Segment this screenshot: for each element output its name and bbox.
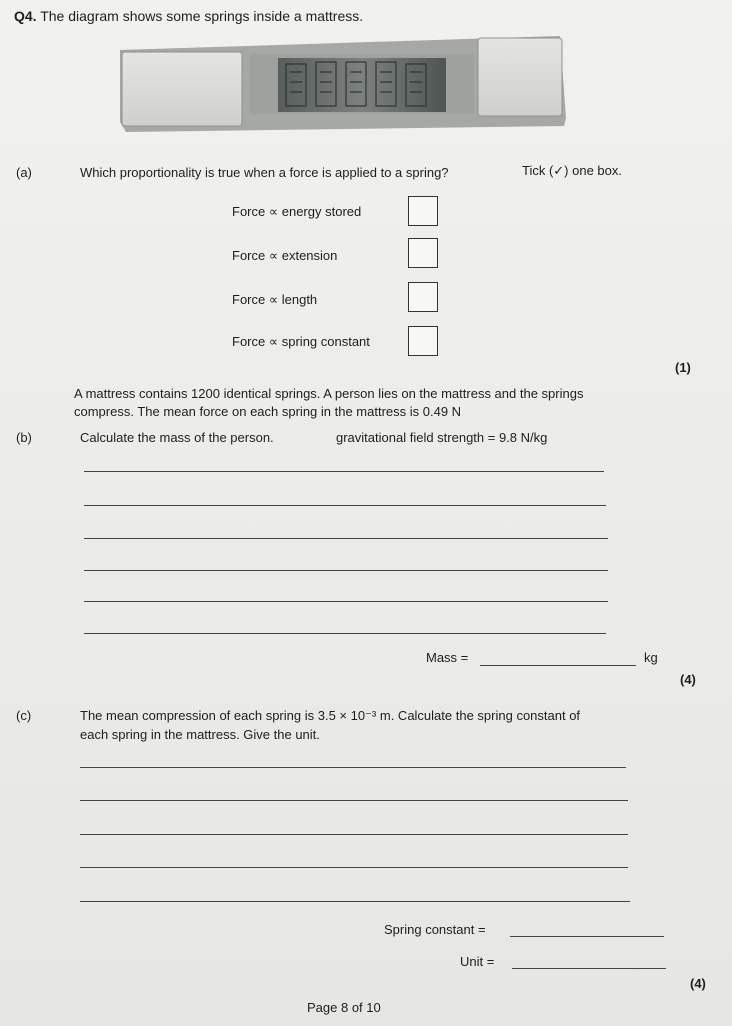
- option-energy-stored: Force ∝ energy stored: [232, 204, 362, 219]
- answer-line[interactable]: [80, 800, 628, 801]
- unit-label: Unit =: [460, 954, 495, 969]
- answer-line[interactable]: [84, 471, 604, 472]
- mattress-diagram: [120, 36, 566, 132]
- part-a-prompt: Which proportionality is true when a force is applied to a spring?: [80, 165, 449, 180]
- unit-answer-line[interactable]: [512, 968, 666, 969]
- option-spring-constant: Force ∝ spring constant: [232, 334, 370, 349]
- answer-line[interactable]: [80, 767, 626, 768]
- option-length: Force ∝ length: [232, 292, 318, 307]
- tick-box-extension[interactable]: [408, 238, 438, 268]
- spring-constant-label: Spring constant =: [384, 922, 486, 937]
- context-line-1: A mattress contains 1200 identical springs. A person lies on the mattress and the springs: [74, 386, 584, 401]
- part-c-prompt-line-1: The mean compression of each spring is 3.5 × 10⁻³ m. Calculate the spring constant of: [80, 708, 581, 723]
- question-intro: The diagram shows some springs inside a mattress.: [40, 8, 364, 24]
- part-b-marks: (4): [680, 672, 696, 687]
- answer-line[interactable]: [80, 867, 628, 868]
- part-b-prompt: Calculate the mass of the person.: [80, 430, 274, 445]
- answer-line[interactable]: [84, 601, 608, 602]
- part-b-label: (b): [16, 430, 32, 445]
- answer-line[interactable]: [84, 570, 608, 571]
- page-number: Page 8 of 10: [307, 1000, 381, 1015]
- part-c-prompt-line-2: each spring in the mattress. Give the unit.: [80, 727, 320, 742]
- part-a-instruction: Tick (✓) one box.: [522, 163, 622, 178]
- answer-line[interactable]: [84, 538, 608, 539]
- part-c-marks: (4): [690, 976, 706, 991]
- tick-box-energy-stored[interactable]: [408, 196, 438, 226]
- part-a-label: (a): [16, 165, 32, 180]
- part-a-marks: (1): [675, 360, 691, 375]
- spring-constant-answer-line[interactable]: [510, 936, 664, 937]
- mass-answer-line[interactable]: [480, 665, 636, 666]
- option-extension: Force ∝ extension: [232, 248, 338, 263]
- context-line-2: compress. The mean force on each spring in the mattress is 0.49 N: [74, 404, 462, 419]
- answer-line[interactable]: [80, 901, 630, 902]
- answer-line[interactable]: [84, 633, 606, 634]
- part-c-label: (c): [16, 708, 32, 723]
- question-number: Q4.: [14, 8, 37, 24]
- tick-box-length[interactable]: [408, 282, 438, 312]
- answer-line[interactable]: [84, 505, 606, 506]
- answer-line[interactable]: [80, 834, 628, 835]
- mass-answer-label: Mass =: [426, 650, 469, 665]
- given-field-strength: gravitational field strength = 9.8 N/kg: [336, 430, 548, 445]
- tick-box-spring-constant[interactable]: [408, 326, 438, 356]
- mass-unit: kg: [644, 650, 658, 665]
- question-title: [14, 8, 363, 24]
